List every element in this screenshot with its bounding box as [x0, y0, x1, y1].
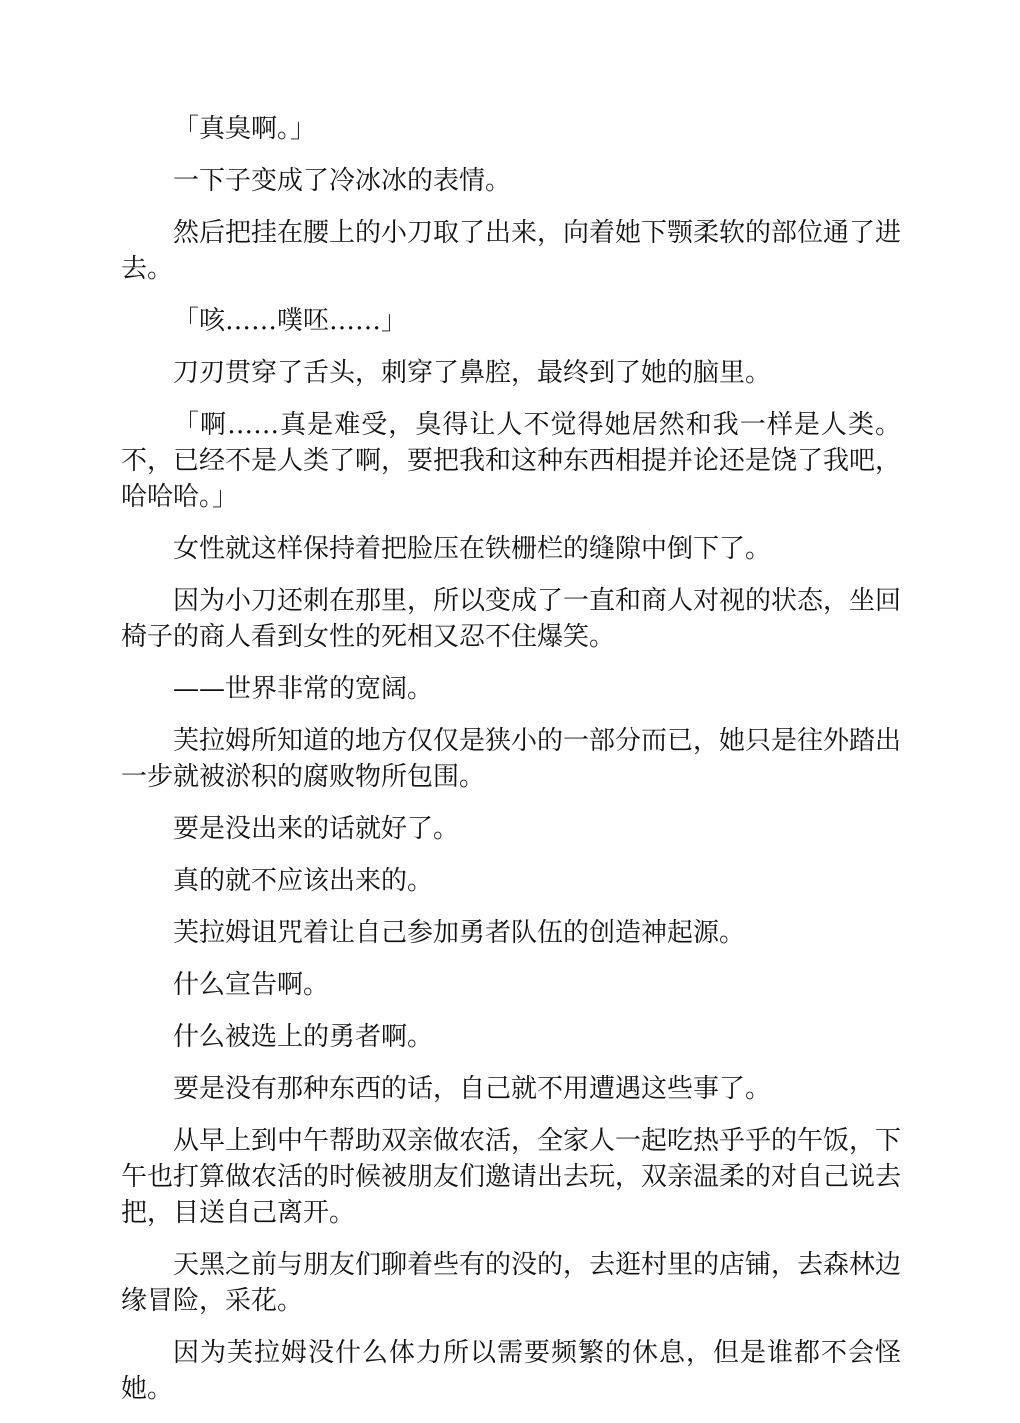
paragraph: 刀刃贯穿了舌头，刺穿了鼻腔，最终到了她的脑里。 — [173, 358, 772, 388]
paragraph: 真的就不应该出来的。 — [173, 866, 434, 896]
paragraph: 什么宣告啊。 — [173, 970, 330, 1000]
paragraph: 女性就这样保持着把脸压在铁栅栏的缝隙中倒下了。 — [173, 534, 772, 564]
paragraph: 因为芙拉姆没什么体力所以需要频繁的休息，但是谁都不会怪她。 — [121, 1338, 901, 1404]
paragraph: 从早上到中午帮助双亲做农活，全家人一起吃热乎乎的午饭，下午也打算做农活的时候被朋友们邀请出去玩，双亲温柔的对自己说去把，目送自己离开。 — [121, 1126, 902, 1228]
paragraph: 一下子变成了冷冰冰的表情。 — [173, 166, 512, 196]
paragraph: 芙拉姆所知道的地方仅仅是狭小的一部分而已，她只是往外踏出一步就被淤积的腐败物所包围。 — [121, 726, 902, 792]
paragraph: 「啊……真是难受，臭得让人不觉得她居然和我一样是人类。不，已经不是人类了啊，要把我和这种东西相提并论还是饶了我吧，哈哈哈。」 — [121, 410, 902, 512]
paragraph: 天黑之前与朋友们聊着些有的没的，去逛村里的店铺，去森林边缘冒险，采花。 — [121, 1250, 902, 1316]
paragraph: 芙拉姆诅咒着让自己参加勇者队伍的创造神起源。 — [173, 918, 746, 948]
paragraph: 要是没有那种东西的话，自己就不用遭遇这些事了。 — [173, 1074, 772, 1104]
paragraph: 要是没出来的话就好了。 — [173, 814, 460, 844]
body-text — [121, 111, 901, 1423]
paragraph: ——世界非常的宽阔。 — [173, 674, 434, 704]
paragraph: 「真臭啊。」 — [173, 114, 317, 144]
paragraph: 然后把挂在腰上的小刀取了出来，向着她下颚柔软的部位通了进去。 — [121, 218, 902, 284]
paragraph: 因为小刀还刺在那里，所以变成了一直和商人对视的状态，坐回椅子的商人看到女性的死相又忍不住爆笑。 — [121, 586, 902, 652]
paragraph: 「咳……噗呸……」 — [173, 306, 408, 336]
paragraph: 什么被选上的勇者啊。 — [173, 1022, 434, 1052]
